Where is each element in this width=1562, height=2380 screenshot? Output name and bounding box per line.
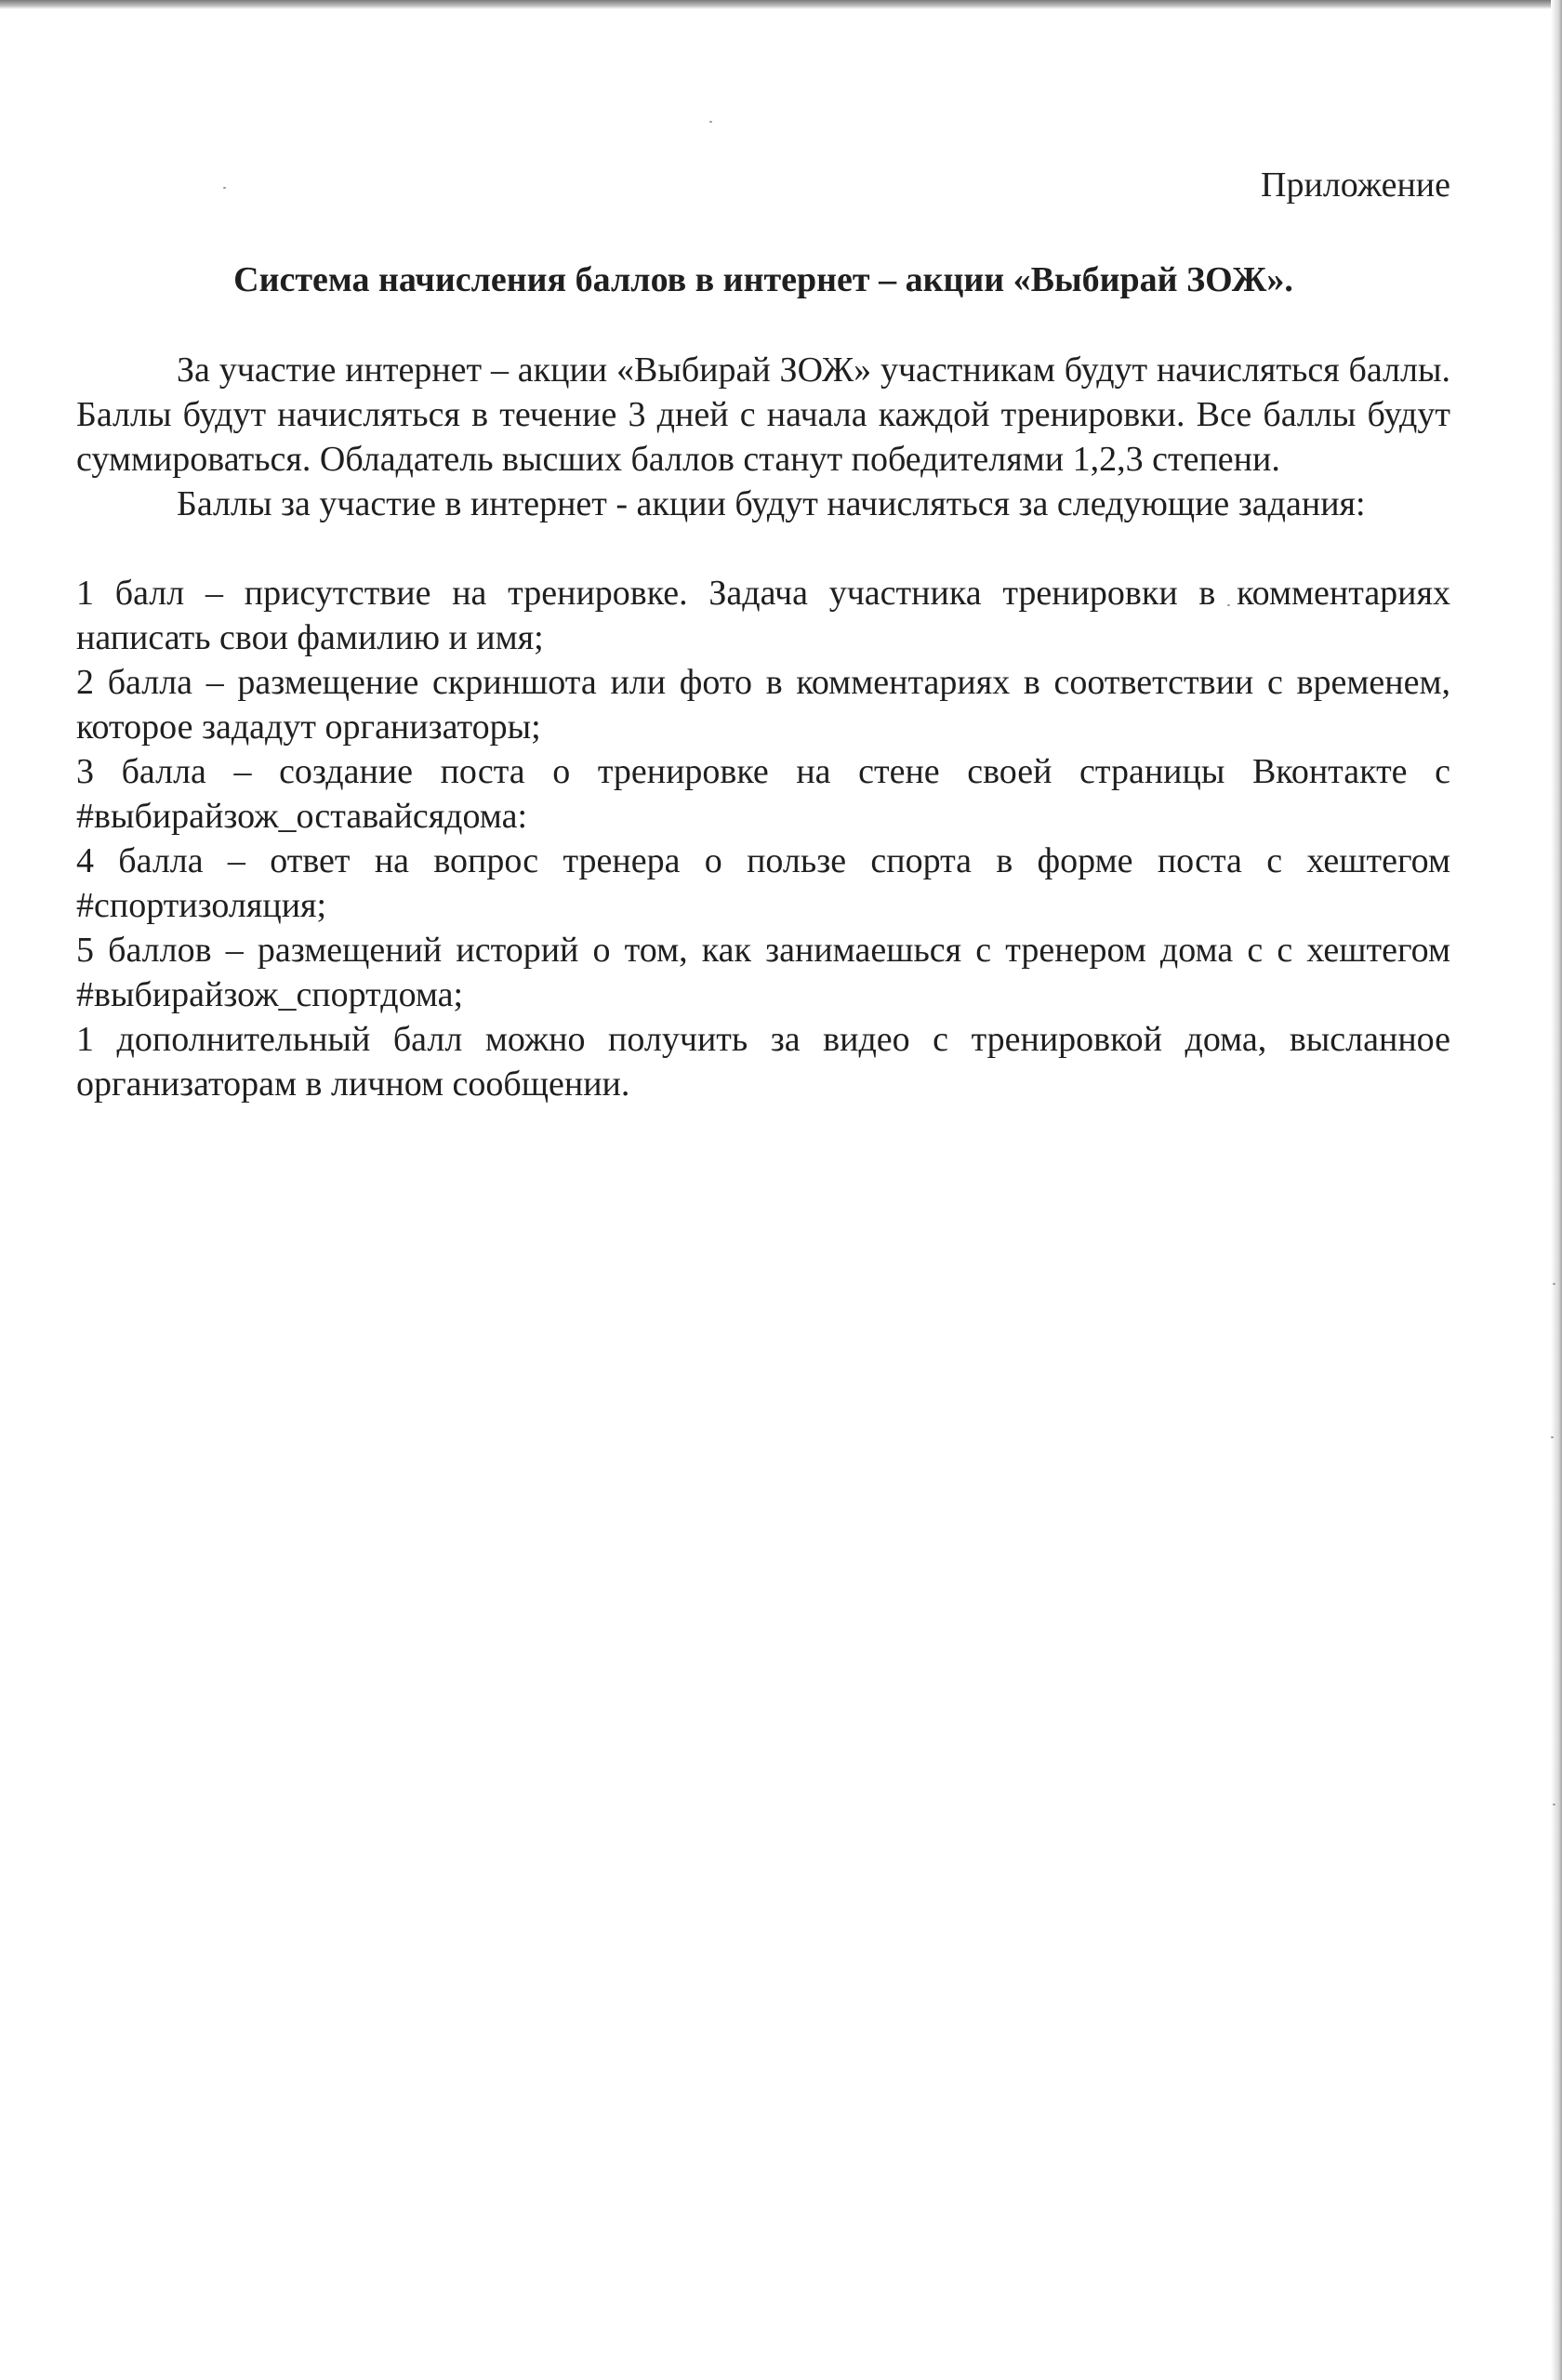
scan-speck xyxy=(709,121,712,123)
intro-paragraph: За участие интернет – акции «Выбирай ЗОЖ» участникам будут начисляться баллы. Баллы будут начисляться в течение 3 дней с начала каждой тренировки. Все баллы будут суммироваться. Обладатель высших баллов станут победителями 1,2,3 степени. xyxy=(76,350,1450,479)
point-item: 2 балла – размещение скриншота или фото в комментариях в соответствии с временем, которое зададут организаторы; xyxy=(76,663,1450,747)
point-item: 3 балла – создание поста о тренировке на стене своей страницы Вконтакте с #выбирайзож_оставайсядома: xyxy=(76,752,1450,836)
scan-speck xyxy=(1553,1283,1555,1285)
paragraph-spacer xyxy=(76,526,1450,571)
scan-speck xyxy=(223,187,226,189)
point-item: 5 баллов – размещений историй о том, как занимаешься с тренером дома с с хештегом #выбирайзож_спортдома; xyxy=(76,931,1450,1014)
point-item: 1 балл – присутствие на тренировке. Задача участника тренировки в комментариях написать свои фамилию и имя; xyxy=(76,574,1450,657)
scan-speck xyxy=(1553,1804,1555,1805)
annex-label: Приложение xyxy=(1261,165,1450,205)
scan-right-edge xyxy=(1551,0,1562,2380)
point-item: 1 дополнительный балл можно получить за видео с тренировкой дома, высланное организаторам в личном сообщении. xyxy=(76,1020,1450,1104)
document-title: Система начисления баллов в интернет – акции «Выбирай ЗОЖ». xyxy=(233,260,1293,299)
intro-paragraph: Баллы за участие в интернет - акции будут начисляться за следующие задания: xyxy=(177,484,1366,523)
document-body xyxy=(76,348,1450,1106)
scan-top-edge xyxy=(0,0,1562,9)
point-item: 4 балла – ответ на вопрос тренера о пользе спорта в форме поста с хештегом #спортизоляция; xyxy=(76,841,1450,925)
scan-speck xyxy=(1551,1436,1554,1438)
